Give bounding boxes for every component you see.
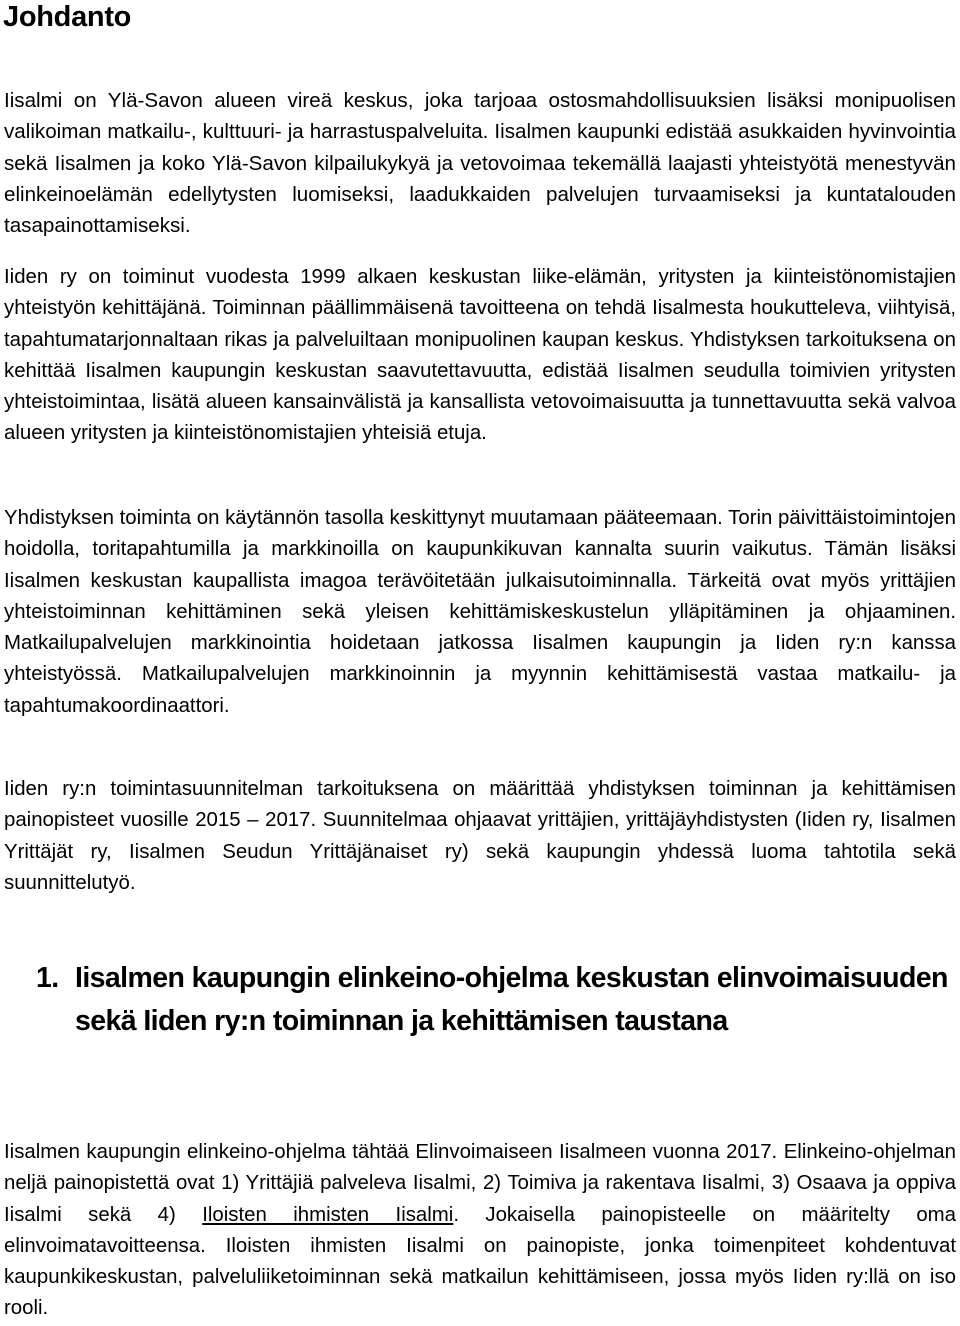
- section-paragraph-elinkeino-ohjelma: [4, 1137, 956, 1325]
- page-title: Johdanto: [3, 1, 132, 33]
- intro-paragraph-iiden-ry: Iiden ry on toiminut vuodesta 1999 alkaen keskustan liike-elämän, yritysten ja kiinteistönomistajien yhteistyön kehittäjänä. Toiminnan päällimmäisenä tavoitteena on tehdä Iisalmesta houkutteleva, viihtyisä, tapahtumatarjonnaltaan rikas ja palveluiltaan monipuolinen kaupan keskus. Yhdistyksen tarkoituksena on kehittää Iisalmen kaupungin keskustan saavutettavuutta, edistää Iisalmen seudulla toimivien yritysten yhteistoimintaa, lisätä alueen kansainvälistä ja kansallista vetovoimaisuutta ja tunnettavuutta sekä valvoa alueen yritysten ja kiinteistönomistajien yhteisiä etuja.: [4, 266, 956, 445]
- intro-paragraph-activities: Yhdistyksen toiminta on käytännön tasolla keskittynyt muutamaan pääteemaan. Torin päivittäistoimintojen hoidolla, toritapahtumilla ja markkinoilla on kaupunkikuvan kannalta suurin vaikutus. Tämän lisäksi Iisalmen keskustan kaupallista imagoa terävöitetään julkaisutoiminnalla. Tärkeitä ovat myös yrittäjien yhteistoiminnan kehittäminen sekä yleisen kehittämiskeskustelun ylläpitäminen ja ohjaaminen. Matkailupalvelujen markkinointia hoidetaan jatkossa Iisalmen kaupungin ja Iiden ry:n kanssa yhteistyössä. Matkailupalvelujen markkinoinnin ja myynnin kehittämisestä vastaa matkailu- ja tapahtumakoordinaattori.: [4, 507, 956, 717]
- section-number: 1.: [36, 962, 59, 994]
- section-paragraph-text-end: . Jokaisella painopisteelle on määritelty oma elinvoimatavoitteensa. Iloisten ihmisten Iisalmi on painopiste, jonka toimenpiteet kohdentuvat kaupunkikeskustan, palveluliiketoiminnan sekä matkailun kehittämiseen, jossa myös Iiden ry:llä on iso rooli.: [4, 1203, 956, 1320]
- intro-paragraph-iisalmi: Iisalmi on Ylä-Savon alueen vireä keskus, joka tarjoaa ostosmahdollisuuksien lisäksi monipuolisen valikoiman matkailu-, kulttuuri- ja harrastuspalveluita. Iisalmen kaupunki edistää asukkaiden hyvinvointia sekä Iisalmen ja koko Ylä-Savon kilpailukykyä ja vetovoimaa tekemällä laajasti yhteistyötä menestyvän elinkeinoelämän edellytysten luomiseksi, laadukkaiden palvelujen turvaamiseksi ja kuntatalouden tasapainottamiseksi.: [4, 89, 956, 238]
- intro-paragraph-plan-purpose: Iiden ry:n toimintasuunnitelman tarkoituksena on määrittää yhdistyksen toiminnan ja kehittämisen painopisteet vuosille 2015 – 2017. Suunnitelmaa ohjaavat yrittäjien, yrittäjäyhdistysten (Iiden ry, Iisalmen Yrittäjät ry, Iisalmen Seudun Yrittäjänaiset ry) sekä kaupungin yhdessä luoma tahtotila sekä suunnittelutyö.: [4, 778, 956, 894]
- section-heading-text: Iisalmen kaupungin elinkeino-ohjelma keskustan elinvoimaisuuden sekä Iiden ry:n toiminnan ja kehittämisen taustana: [75, 962, 948, 1037]
- section-paragraph-text-start: Iisalmen kaupungin elinkeino-ohjelma tähtää Elinvoimaiseen Iisalmeen vuonna 2017. Elinkeino-ohjelman neljä painopistettä ovat 1) Yrittäjiä palveleva Iisalmi, 2) Toimiva ja rakentava Iisalmi, 3) Osaava ja oppiva Iisalmi sekä 4): [4, 1141, 956, 1226]
- section-heading: [36, 957, 956, 1042]
- underlined-phrase: Iloisten ihmisten Iisalmi: [202, 1203, 454, 1226]
